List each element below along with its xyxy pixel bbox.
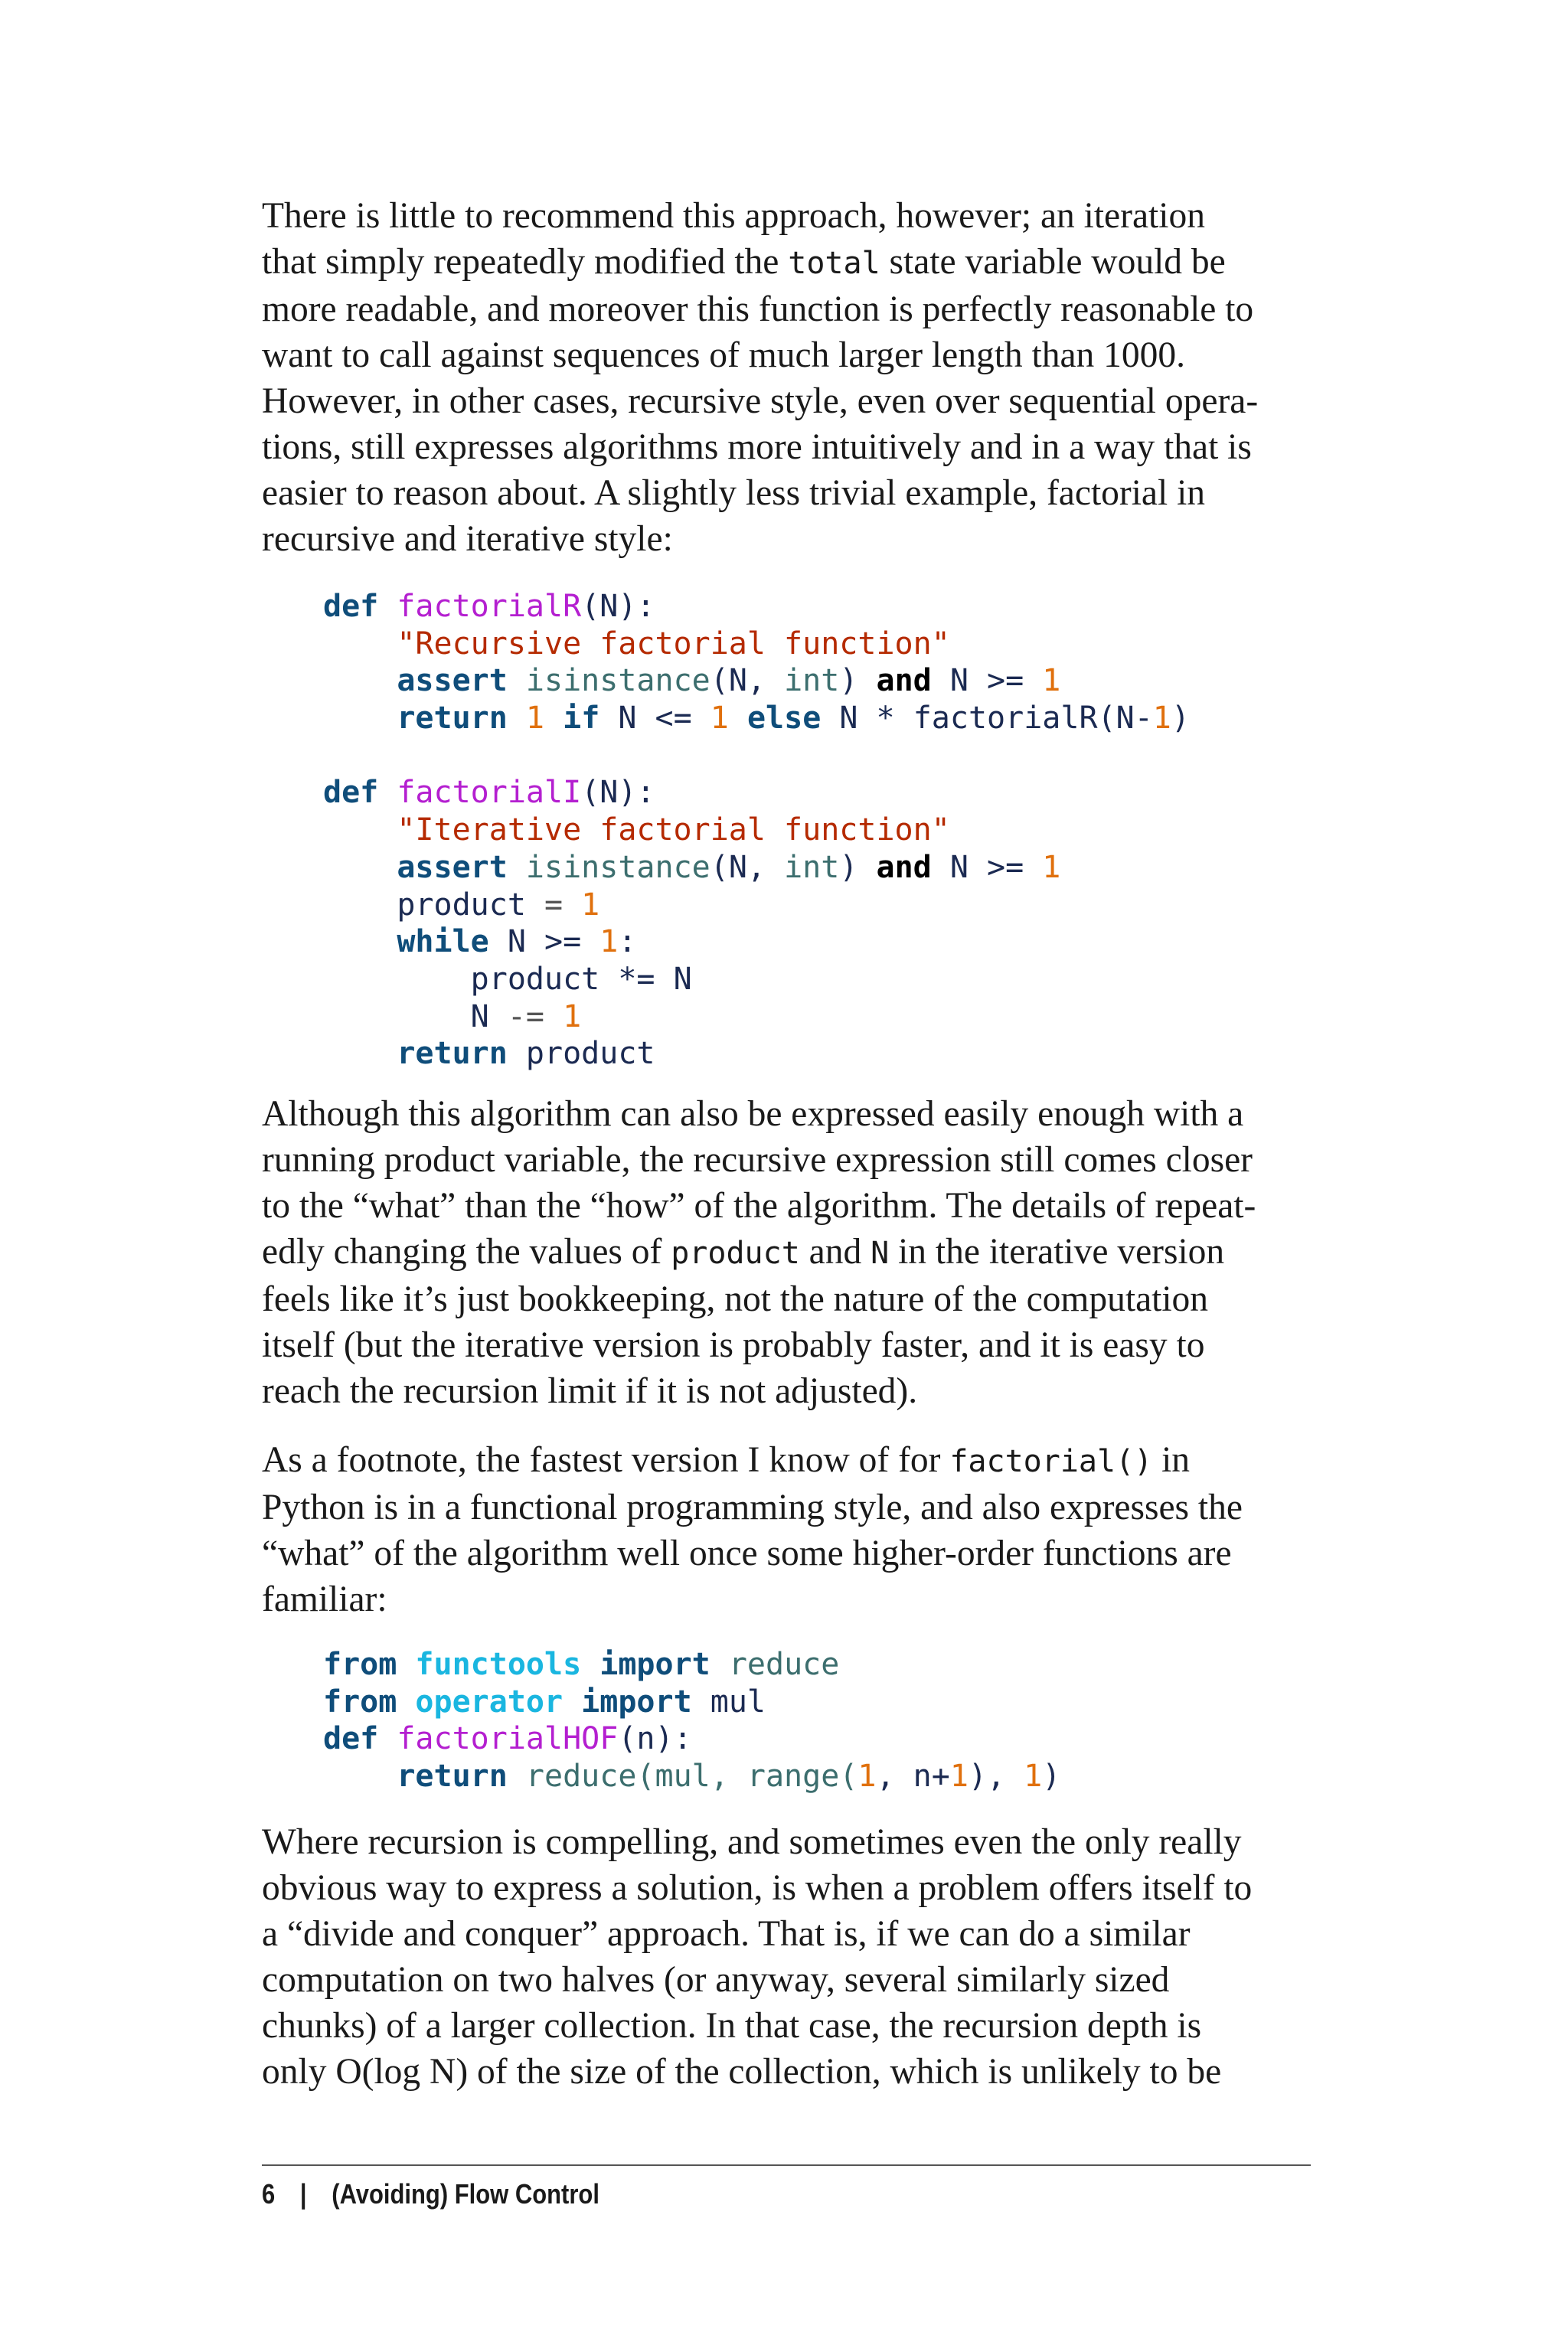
- paragraph-2: [262, 1091, 1311, 1414]
- code1-line-3: assert isinstance(N, int) and N >= 1: [397, 663, 1061, 699]
- code2-line-3: def factorialHOF(n):: [323, 1721, 692, 1757]
- code1-line-7: "Iterative factorial function": [397, 812, 950, 848]
- code1-line-8: assert isinstance(N, int) and N >= 1: [397, 849, 1061, 885]
- p1-line-7: easier to reason about. A slightly less trivial example, factorial in: [262, 473, 1206, 513]
- p4-line-2: obvious way to express a solution, is when a problem offers itself to: [262, 1868, 1253, 1908]
- code1-line-11: product *= N: [470, 961, 692, 997]
- paragraph-1: [262, 193, 1311, 562]
- p1-line-6: tions, still expresses algorithms more intuitively and in a way that is: [262, 427, 1252, 467]
- page-footer: [262, 2171, 599, 2217]
- p2-line-7: reach the recursion limit if it is not adjusted).: [262, 1371, 918, 1411]
- p1-line-8: recursive and iterative style:: [262, 519, 673, 559]
- p1-line-1: There is little to recommend this approach, however; an iteration: [262, 196, 1205, 236]
- inline-code-total: total: [788, 246, 880, 281]
- footer-separator: |: [299, 2178, 307, 2210]
- code1-line-1: def factorialR(N):: [323, 589, 655, 624]
- paragraph-4-text: [262, 1819, 1311, 2095]
- p2-line-4a: edly changing the values of: [262, 1232, 662, 1272]
- p3-line-4: familiar:: [262, 1579, 387, 1619]
- p3-line-2: Python is in a functional programming style, and also expresses the: [262, 1488, 1243, 1527]
- inline-code-factorial: factorial(): [949, 1444, 1153, 1479]
- code1-line-10: while N >= 1:: [397, 924, 637, 960]
- inline-code-n: N: [871, 1236, 890, 1271]
- p4-line-3: a “divide and conquer” approach. That is, if we can do a similar: [262, 1914, 1191, 1954]
- p3-line-1a: As a footnote, the fastest version I know of for: [262, 1440, 941, 1480]
- p4-line-6: only O(log N) of the size of the collection, which is unlikely to be: [262, 2052, 1222, 2092]
- page-number: 6: [262, 2178, 276, 2210]
- p2-line-3: to the “what” than the “how” of the algorithm. The details of repeat-: [262, 1186, 1256, 1226]
- footer-rule: [262, 2164, 1311, 2166]
- code1-line-4: return 1 if N <= 1 else N * factorialR(N-1): [397, 701, 1190, 737]
- p1-line-2b: state variable would be: [889, 242, 1226, 282]
- inline-code-product: product: [671, 1236, 800, 1271]
- paragraph-4: [262, 1819, 1311, 2095]
- paragraph-3-text: [262, 1437, 1311, 1622]
- p1-line-3: more readable, and moreover this function is perfectly reasonable to: [262, 289, 1254, 329]
- p2-line-2: running product variable, the recursive expression still comes closer: [262, 1140, 1253, 1180]
- p1-line-2a: that simply repeatedly modified the: [262, 242, 779, 282]
- code1-line-2: "Recursive factorial function": [397, 626, 950, 662]
- p2-line-5: feels like it’s just bookkeeping, not the nature of the computation: [262, 1279, 1209, 1319]
- code-block-factorial-hof: [323, 1646, 1060, 1795]
- paragraph-1-text: [262, 193, 1311, 562]
- p3-line-3: “what” of the algorithm well once some higher-order functions are: [262, 1534, 1232, 1573]
- p2-line-4c: in the iterative version: [898, 1232, 1225, 1272]
- p4-line-1: Where recursion is compelling, and sometimes even the only really: [262, 1822, 1242, 1862]
- running-section-title: (Avoiding) Flow Control: [332, 2178, 599, 2210]
- p2-line-4b: and: [808, 1232, 862, 1272]
- paragraph-3: [262, 1437, 1311, 1622]
- p2-line-1: Although this algorithm can also be expressed easily enough with a: [262, 1094, 1244, 1134]
- paragraph-2-text: [262, 1091, 1311, 1414]
- code1-line-12: N -= 1: [470, 998, 582, 1034]
- code1-line-9: product = 1: [397, 887, 600, 923]
- code1-line-13: return product: [397, 1036, 655, 1072]
- p3-line-1b: in: [1161, 1440, 1191, 1480]
- p1-line-5: However, in other cases, recursive style, even over sequential opera-: [262, 381, 1259, 421]
- p2-line-6: itself (but the iterative version is probably faster, and it is easy to: [262, 1325, 1205, 1365]
- p4-line-5: chunks) of a larger collection. In that case, the recursion depth is: [262, 2006, 1202, 2046]
- code-block-factorial: [323, 588, 1190, 1073]
- code2-line-4: return reduce(mul, range(1, n+1), 1): [397, 1759, 1061, 1795]
- p1-line-4: want to call against sequences of much larger length than 1000.: [262, 335, 1186, 375]
- code1-line-5-blank: [323, 737, 1190, 775]
- code2-line-1: from functools import reduce: [323, 1647, 840, 1682]
- p4-line-4: computation on two halves (or anyway, several similarly sized: [262, 1960, 1170, 2000]
- code2-line-2: from operator import mul: [323, 1684, 766, 1720]
- code1-line-6: def factorialI(N):: [323, 775, 655, 811]
